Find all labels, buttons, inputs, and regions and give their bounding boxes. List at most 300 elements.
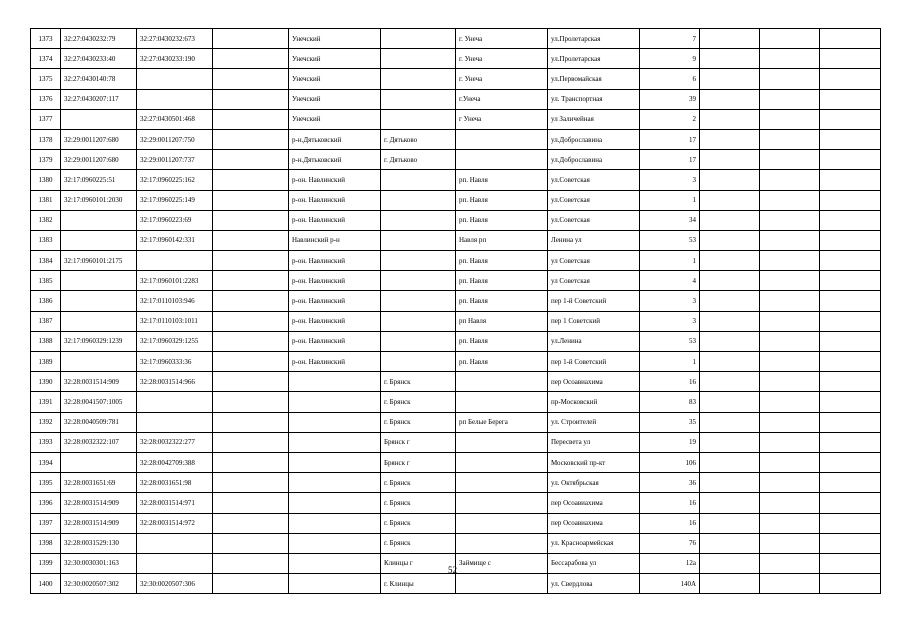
cell-cadastral-number: 32:28:0031514:909 [61, 513, 137, 533]
cell-district: р-он. Навлинский [289, 311, 381, 331]
cell-cadastral-number: 32:28:0040509:781 [61, 412, 137, 432]
cell-note-2 [760, 291, 820, 311]
cell-object-cadastral-number [137, 251, 213, 271]
cell-cadastral-number [61, 311, 137, 331]
cell-house-number: 76 [640, 533, 700, 553]
cell-object-cadastral-number: 32:17:0960225:162 [137, 170, 213, 190]
cell-row-number: 1398 [31, 533, 61, 553]
cell-note-1 [700, 49, 760, 69]
cell-city [381, 251, 456, 271]
cell-street: Бессарабова ул [548, 553, 640, 573]
cell-district [289, 452, 381, 472]
table-row [31, 150, 881, 170]
cell-extra-code [213, 452, 289, 472]
cell-object-cadastral-number: 32:27:0430233:190 [137, 49, 213, 69]
cell-house-number: 140А [640, 574, 700, 594]
cell-row-number: 1381 [31, 190, 61, 210]
cell-object-cadastral-number [137, 533, 213, 553]
cell-locality [456, 473, 548, 493]
cell-row-number: 1373 [31, 29, 61, 49]
table-row [31, 210, 881, 230]
cell-object-cadastral-number [137, 412, 213, 432]
cell-extra-code [213, 190, 289, 210]
cell-cadastral-number: 32:28:0031514:909 [61, 372, 137, 392]
cell-city: г. Брянск [381, 493, 456, 513]
table-row [31, 311, 881, 331]
cell-street: ул. Строителей [548, 412, 640, 432]
cell-house-number: 3 [640, 170, 700, 190]
cell-locality [456, 533, 548, 553]
cell-row-number: 1394 [31, 452, 61, 472]
cell-district: р-он. Навлинский [289, 352, 381, 372]
cell-note-3 [820, 210, 881, 230]
cell-note-3 [820, 29, 881, 49]
cell-note-3 [820, 473, 881, 493]
cell-district: Унечский [289, 29, 381, 49]
cell-object-cadastral-number [137, 89, 213, 109]
cell-note-3 [820, 251, 881, 271]
cell-city [381, 311, 456, 331]
cell-street: ул.Советская [548, 190, 640, 210]
cell-note-3 [820, 190, 881, 210]
cell-locality [456, 574, 548, 594]
cell-cadastral-number: 32:29:0011207:680 [61, 129, 137, 149]
cell-note-2 [760, 129, 820, 149]
cell-note-2 [760, 190, 820, 210]
cell-note-2 [760, 69, 820, 89]
cell-extra-code [213, 29, 289, 49]
cell-district: р-он. Навлинский [289, 170, 381, 190]
cell-house-number: 16 [640, 513, 700, 533]
cell-row-number: 1396 [31, 493, 61, 513]
cell-note-3 [820, 372, 881, 392]
cell-city: г. Брянск [381, 412, 456, 432]
cell-note-3 [820, 493, 881, 513]
cell-object-cadastral-number: 32:17:0960223:69 [137, 210, 213, 230]
cell-note-1 [700, 452, 760, 472]
cell-row-number: 1391 [31, 392, 61, 412]
cell-district: р-он. Навлинский [289, 210, 381, 230]
page-number: 52 [448, 565, 457, 575]
cell-house-number: 16 [640, 493, 700, 513]
cell-extra-code [213, 412, 289, 432]
cell-note-1 [700, 352, 760, 372]
cell-extra-code [213, 533, 289, 553]
table-row [31, 331, 881, 351]
table-row [31, 29, 881, 49]
cell-object-cadastral-number: 32:17:0960333:36 [137, 352, 213, 372]
cell-street: пер 1-й Советский [548, 291, 640, 311]
cell-note-3 [820, 533, 881, 553]
cell-locality: Навля рп [456, 230, 548, 250]
cell-city: Брянск г [381, 432, 456, 452]
cell-object-cadastral-number: 32:28:0031514:971 [137, 493, 213, 513]
cell-note-1 [700, 190, 760, 210]
cell-street: ул. Октябрьская [548, 473, 640, 493]
cell-note-2 [760, 170, 820, 190]
cell-extra-code [213, 331, 289, 351]
cell-note-1 [700, 311, 760, 331]
cell-district: р-он. Навлинский [289, 291, 381, 311]
cell-note-2 [760, 230, 820, 250]
cell-locality [456, 493, 548, 513]
cell-district [289, 513, 381, 533]
cell-locality: рп Белые Берега [456, 412, 548, 432]
table-row [31, 392, 881, 412]
cell-note-2 [760, 372, 820, 392]
cell-street: пер Осоавиахима [548, 372, 640, 392]
cell-house-number: 34 [640, 210, 700, 230]
cell-extra-code [213, 109, 289, 129]
cell-street: ул.Ленина [548, 331, 640, 351]
table-row [31, 452, 881, 472]
cell-house-number: 1 [640, 352, 700, 372]
cell-extra-code [213, 473, 289, 493]
table-row [31, 251, 881, 271]
cell-row-number: 1389 [31, 352, 61, 372]
cell-note-3 [820, 574, 881, 594]
cell-note-3 [820, 452, 881, 472]
cell-note-2 [760, 574, 820, 594]
cell-extra-code [213, 432, 289, 452]
cell-street: Ленина ул [548, 230, 640, 250]
cell-city: Клинцы г [381, 553, 456, 573]
cell-object-cadastral-number: 32:28:0031514:966 [137, 372, 213, 392]
cell-row-number: 1377 [31, 109, 61, 129]
cell-row-number: 1392 [31, 412, 61, 432]
cell-locality [456, 150, 548, 170]
cell-note-3 [820, 89, 881, 109]
cell-district: р-н.Дятьковский [289, 129, 381, 149]
cell-note-2 [760, 210, 820, 230]
cell-street: Московский пр-кт [548, 452, 640, 472]
cell-house-number: 83 [640, 392, 700, 412]
cell-cadastral-number [61, 210, 137, 230]
cell-cadastral-number [61, 230, 137, 250]
cell-note-3 [820, 432, 881, 452]
cell-note-3 [820, 331, 881, 351]
cell-note-1 [700, 493, 760, 513]
cell-locality [456, 129, 548, 149]
cell-street: ул Заличейная [548, 109, 640, 129]
cell-cadastral-number [61, 271, 137, 291]
cell-house-number: 53 [640, 230, 700, 250]
cell-locality: рп. Навля [456, 331, 548, 351]
cell-house-number: 3 [640, 291, 700, 311]
cell-cadastral-number: 32:27:0430207:117 [61, 89, 137, 109]
cell-note-1 [700, 109, 760, 129]
cell-note-2 [760, 432, 820, 452]
cell-cadastral-number [61, 109, 137, 129]
cell-note-1 [700, 210, 760, 230]
cell-row-number: 1384 [31, 251, 61, 271]
cell-cadastral-number: 32:28:0032322:107 [61, 432, 137, 452]
cell-row-number: 1374 [31, 49, 61, 69]
cell-note-1 [700, 271, 760, 291]
cell-object-cadastral-number: 32:17:0110103:946 [137, 291, 213, 311]
cell-locality: г Унеча [456, 109, 548, 129]
table-row [31, 89, 881, 109]
cell-object-cadastral-number: 32:27:0430501:468 [137, 109, 213, 129]
table-body [31, 29, 881, 594]
cell-locality [456, 432, 548, 452]
cell-cadastral-number: 32:29:0011207:680 [61, 150, 137, 170]
cell-note-2 [760, 493, 820, 513]
cell-locality: рп Навля [456, 311, 548, 331]
cell-cadastral-number [61, 291, 137, 311]
cell-note-1 [700, 230, 760, 250]
cell-street: ул.Доброславина [548, 150, 640, 170]
cell-note-3 [820, 69, 881, 89]
cell-note-3 [820, 49, 881, 69]
cell-note-3 [820, 170, 881, 190]
cell-note-2 [760, 452, 820, 472]
cell-district [289, 392, 381, 412]
cell-district: Навлинский р-н [289, 230, 381, 250]
cell-row-number: 1388 [31, 331, 61, 351]
cell-note-3 [820, 150, 881, 170]
cell-street: ул.Советская [548, 210, 640, 230]
cell-district: Унечский [289, 69, 381, 89]
cell-extra-code [213, 170, 289, 190]
cell-district: р-он. Навлинский [289, 190, 381, 210]
cell-cadastral-number: 32:17:0960225:51 [61, 170, 137, 190]
table-row [31, 129, 881, 149]
cell-note-1 [700, 29, 760, 49]
cell-house-number: 9 [640, 49, 700, 69]
cell-object-cadastral-number: 32:29:0011207:750 [137, 129, 213, 149]
cell-district: р-он. Навлинский [289, 251, 381, 271]
cell-object-cadastral-number: 32:17:0960329:1255 [137, 331, 213, 351]
cell-extra-code [213, 574, 289, 594]
table-row [31, 352, 881, 372]
cell-district [289, 473, 381, 493]
cell-city [381, 29, 456, 49]
cell-district: Унечский [289, 89, 381, 109]
cell-district: р-он. Навлинский [289, 331, 381, 351]
cell-note-1 [700, 473, 760, 493]
cell-note-2 [760, 251, 820, 271]
cell-city: г. Клинцы [381, 574, 456, 594]
cell-extra-code [213, 150, 289, 170]
cell-extra-code [213, 49, 289, 69]
cell-house-number: 53 [640, 331, 700, 351]
cell-row-number: 1387 [31, 311, 61, 331]
cell-row-number: 1382 [31, 210, 61, 230]
cell-cadastral-number: 32:27:0430233:40 [61, 49, 137, 69]
cell-city: г. Брянск [381, 392, 456, 412]
cell-object-cadastral-number: 32:28:0032322:277 [137, 432, 213, 452]
cell-note-3 [820, 513, 881, 533]
cell-cadastral-number [61, 452, 137, 472]
cell-district [289, 574, 381, 594]
cell-note-2 [760, 109, 820, 129]
cell-note-3 [820, 109, 881, 129]
cell-row-number: 1379 [31, 150, 61, 170]
cell-note-1 [700, 513, 760, 533]
cell-district [289, 533, 381, 553]
cell-cadastral-number: 32:27:0430232:79 [61, 29, 137, 49]
cell-object-cadastral-number [137, 392, 213, 412]
cell-district: р-он. Навлинский [289, 271, 381, 291]
table-row [31, 271, 881, 291]
table-row [31, 69, 881, 89]
cell-note-1 [700, 372, 760, 392]
cell-object-cadastral-number: 32:29:0011207:737 [137, 150, 213, 170]
cell-district [289, 493, 381, 513]
cell-locality: г. Унеча [456, 49, 548, 69]
cell-locality: Займище с [456, 553, 548, 573]
cell-note-2 [760, 513, 820, 533]
cell-street: ул Советская [548, 251, 640, 271]
cell-district: р-н.Дятьковский [289, 150, 381, 170]
cell-locality: г.Унеча [456, 89, 548, 109]
cell-extra-code [213, 230, 289, 250]
cell-object-cadastral-number: 32:17:0960225:149 [137, 190, 213, 210]
property-register-table [30, 28, 881, 594]
cell-note-2 [760, 473, 820, 493]
cell-cadastral-number: 32:27:0430140:78 [61, 69, 137, 89]
cell-object-cadastral-number: 32:28:0042709:388 [137, 452, 213, 472]
cell-note-1 [700, 574, 760, 594]
cell-locality [456, 392, 548, 412]
cell-row-number: 1386 [31, 291, 61, 311]
cell-note-3 [820, 291, 881, 311]
cell-note-1 [700, 392, 760, 412]
cell-cadastral-number: 32:30:0020507:302 [61, 574, 137, 594]
cell-district [289, 372, 381, 392]
cell-city: г. Брянск [381, 473, 456, 493]
cell-extra-code [213, 392, 289, 412]
cell-city [381, 271, 456, 291]
cell-object-cadastral-number: 32:17:0960142:331 [137, 230, 213, 250]
cell-note-1 [700, 331, 760, 351]
cell-street: пр-Московский [548, 392, 640, 412]
cell-house-number: 17 [640, 129, 700, 149]
table-row [31, 109, 881, 129]
cell-street: ул.Пролетарская [548, 29, 640, 49]
cell-house-number: 106 [640, 452, 700, 472]
cell-extra-code [213, 271, 289, 291]
cell-object-cadastral-number [137, 69, 213, 89]
cell-cadastral-number: 32:28:0031529:130 [61, 533, 137, 553]
cell-street: ул.Советская [548, 170, 640, 190]
cell-city [381, 291, 456, 311]
cell-note-2 [760, 271, 820, 291]
cell-note-1 [700, 251, 760, 271]
table-row [31, 372, 881, 392]
cell-city: г. Брянск [381, 513, 456, 533]
table-row [31, 473, 881, 493]
cell-note-1 [700, 170, 760, 190]
cell-note-1 [700, 150, 760, 170]
table-row [31, 574, 881, 594]
cell-note-1 [700, 291, 760, 311]
cell-extra-code [213, 372, 289, 392]
cell-city [381, 190, 456, 210]
cell-locality [456, 372, 548, 392]
table-row [31, 190, 881, 210]
cell-object-cadastral-number: 32:28:0031514:972 [137, 513, 213, 533]
cell-district: Унечский [289, 109, 381, 129]
cell-note-1 [700, 89, 760, 109]
cell-row-number: 1399 [31, 553, 61, 573]
cell-row-number: 1375 [31, 69, 61, 89]
cell-district [289, 432, 381, 452]
cell-row-number: 1378 [31, 129, 61, 149]
cell-object-cadastral-number: 32:28:0031651:98 [137, 473, 213, 493]
cell-house-number: 12а [640, 553, 700, 573]
cell-row-number: 1397 [31, 513, 61, 533]
cell-cadastral-number: 32:28:0041507:1005 [61, 392, 137, 412]
cell-note-3 [820, 129, 881, 149]
cell-city [381, 230, 456, 250]
table-row [31, 493, 881, 513]
cell-extra-code [213, 251, 289, 271]
cell-city: г. Дятьково [381, 129, 456, 149]
cell-extra-code [213, 513, 289, 533]
cell-locality: рп. Навля [456, 210, 548, 230]
cell-row-number: 1385 [31, 271, 61, 291]
cell-row-number: 1393 [31, 432, 61, 452]
cell-street: ул.Пролетарская [548, 49, 640, 69]
cell-locality: рп. Навля [456, 251, 548, 271]
cell-city [381, 210, 456, 230]
cell-locality [456, 513, 548, 533]
cell-cadastral-number: 32:17:0960101:2030 [61, 190, 137, 210]
cell-note-2 [760, 412, 820, 432]
cell-city [381, 69, 456, 89]
cell-cadastral-number: 32:28:0031514:909 [61, 493, 137, 513]
cell-extra-code [213, 210, 289, 230]
cell-street: ул.Доброславина [548, 129, 640, 149]
cell-city [381, 352, 456, 372]
cell-note-2 [760, 29, 820, 49]
cell-object-cadastral-number: 32:27:0430232:673 [137, 29, 213, 49]
cell-city [381, 89, 456, 109]
cell-note-2 [760, 49, 820, 69]
cell-city [381, 49, 456, 69]
cell-cadastral-number: 32:28:0031651:69 [61, 473, 137, 493]
cell-street: Пересвета ул [548, 432, 640, 452]
cell-note-3 [820, 271, 881, 291]
cell-street: пер Осоавиахима [548, 513, 640, 533]
cell-cadastral-number: 32:17:0960101:2175 [61, 251, 137, 271]
cell-city [381, 170, 456, 190]
cell-house-number: 17 [640, 150, 700, 170]
cell-object-cadastral-number: 32:30:0020507:306 [137, 574, 213, 594]
cell-extra-code [213, 352, 289, 372]
cell-street: ул.Первомайская [548, 69, 640, 89]
cell-house-number: 3 [640, 311, 700, 331]
cell-house-number: 7 [640, 29, 700, 49]
cell-cadastral-number: 32:17:0960329:1239 [61, 331, 137, 351]
cell-note-2 [760, 352, 820, 372]
cell-house-number: 2 [640, 109, 700, 129]
cell-object-cadastral-number: 32:17:0110103:1011 [137, 311, 213, 331]
cell-house-number: 6 [640, 69, 700, 89]
cell-house-number: 39 [640, 89, 700, 109]
cell-locality: рп. Навля [456, 352, 548, 372]
table-row [31, 533, 881, 553]
cell-row-number: 1390 [31, 372, 61, 392]
cell-row-number: 1376 [31, 89, 61, 109]
cell-district: Унечский [289, 49, 381, 69]
cell-house-number: 36 [640, 473, 700, 493]
cell-object-cadastral-number: 32:17:0960101:2283 [137, 271, 213, 291]
cell-locality: рп. Навля [456, 170, 548, 190]
cell-row-number: 1383 [31, 230, 61, 250]
